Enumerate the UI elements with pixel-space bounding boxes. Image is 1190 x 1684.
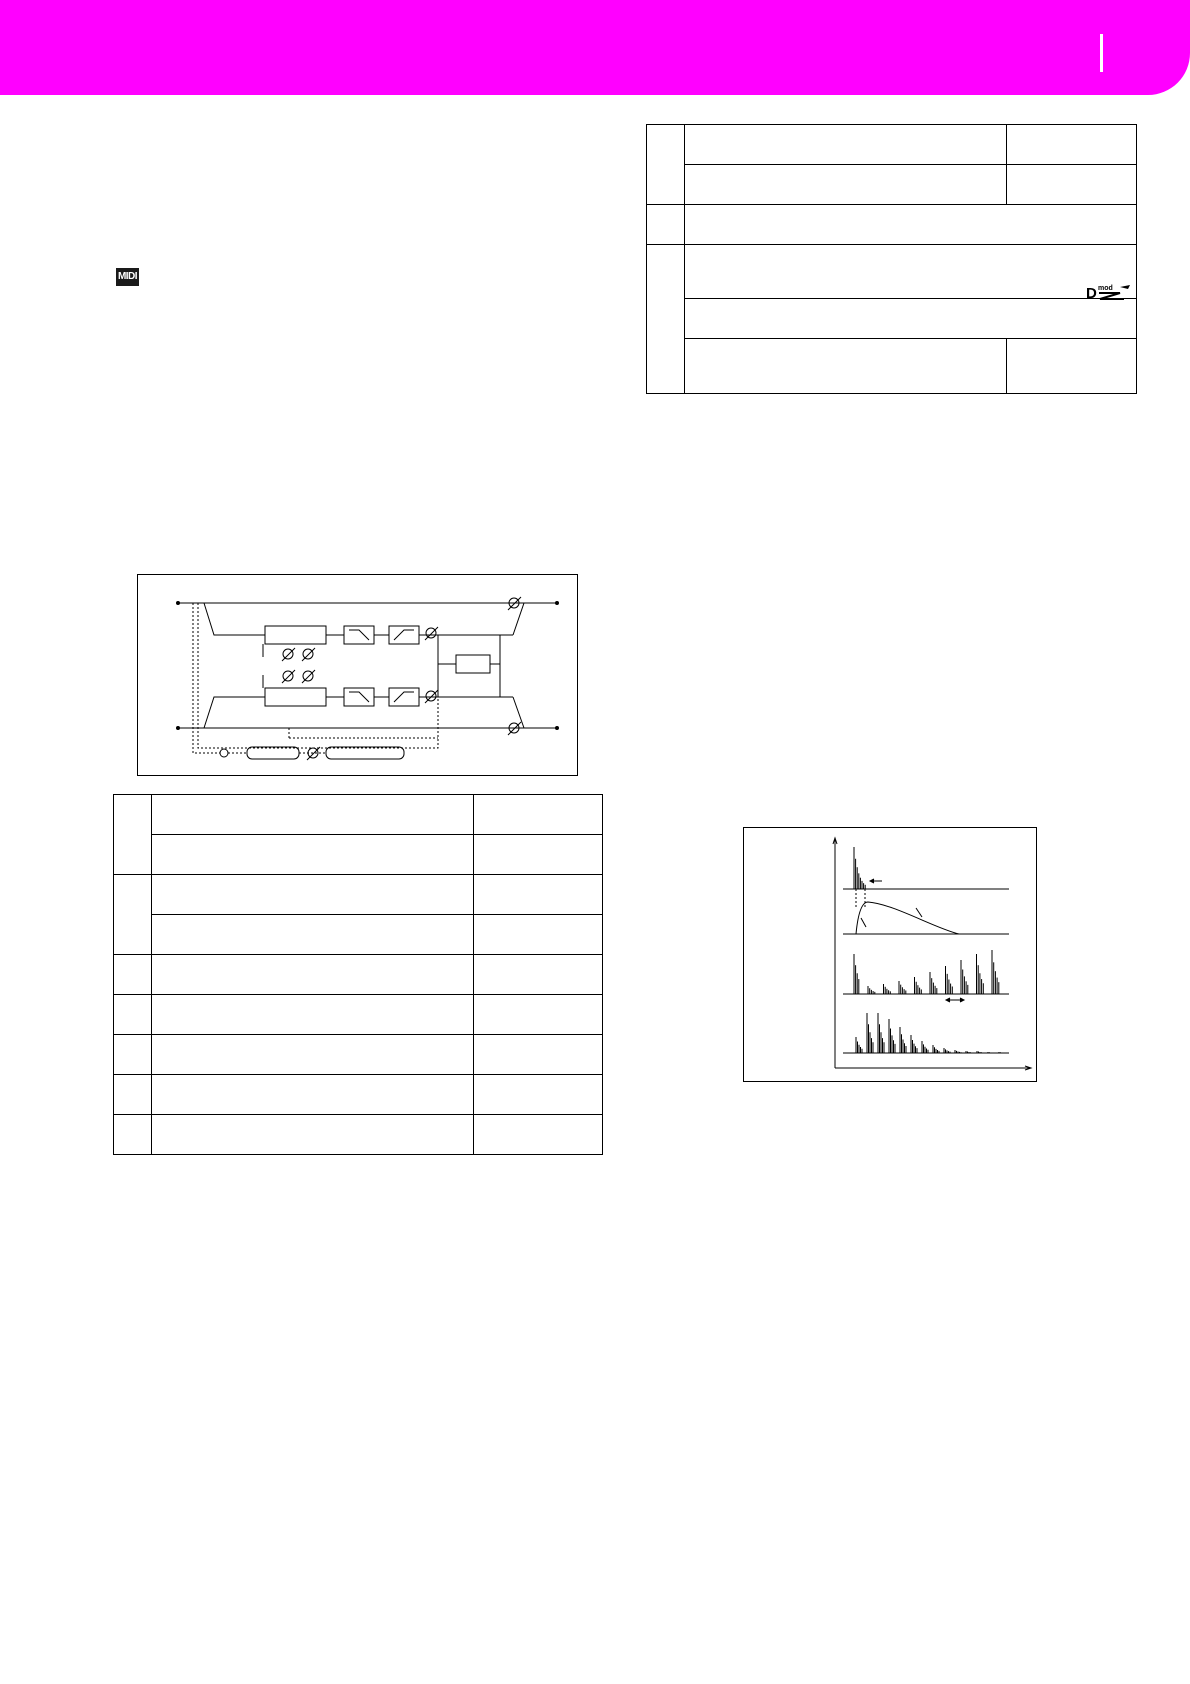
table-cell-param [685,299,1137,339]
svg-text:D: D [1086,285,1097,300]
table-cell-param [152,875,474,915]
parameter-table-right [646,124,1137,394]
page-header [0,0,1190,95]
double-arrow-head-left [946,998,950,1002]
table-cell-marker [114,1035,152,1075]
table-cell-value [474,795,603,835]
table-row [114,995,603,1035]
dmod-icon [1086,282,1132,300]
table-cell-param [685,245,1137,299]
table-row [114,1115,603,1155]
block-diagram [137,574,578,776]
table-cell-param [685,339,1007,394]
table-cell-param [152,795,474,835]
upper-wet-level-knob [282,648,315,661]
midi-icon-label: MIDI [117,271,138,282]
table-row [647,165,1137,205]
envelope-figure-svg [744,828,1038,1083]
table-cell-marker [114,1115,152,1155]
table-row [114,835,603,875]
table-cell-value [1007,125,1137,165]
table-row [114,1075,603,1115]
table-row [647,245,1137,299]
page-marker [1100,34,1103,72]
upper-filter-lowpass-block [344,626,374,644]
table-cell-param [685,165,1007,205]
table-cell-marker [647,125,685,205]
upper-effect-block [265,626,326,644]
table-cell-value [474,835,603,875]
table-cell-value [474,995,603,1035]
annotation-leader-2 [916,908,922,917]
lower-filter-highpass-block [389,688,419,706]
envelope-curve [856,902,959,934]
table-row [114,875,603,915]
table-cell-marker [114,1075,152,1115]
table-cell-marker [114,795,152,875]
table-row [114,795,603,835]
table-cell-value [474,875,603,915]
parameter-table-left [113,794,603,1155]
table-cell-value [474,915,603,955]
left-arrow-head [870,879,874,883]
table-cell-value [474,955,603,995]
lower-filter-lowpass-block [344,688,374,706]
table-row [647,125,1137,165]
table-cell-marker [647,245,685,394]
double-arrow-head-right [960,998,964,1002]
envelope-follower-block [247,747,299,759]
svg-text:mod: mod [1098,285,1113,292]
midi-icon [116,268,139,286]
table-cell-param [152,1035,474,1075]
table-cell-param [685,125,1007,165]
control-block [326,747,404,759]
mixer-block [456,655,490,673]
output-level-knobs [425,597,521,735]
envelope-figure [743,827,1037,1082]
envelope-input-node [220,749,228,757]
table-cell-param [152,1075,474,1115]
table-cell-value [1007,165,1137,205]
table-cell-marker [114,875,152,955]
table-cell-param [152,1115,474,1155]
table-cell-param [152,995,474,1035]
lower-effect-block [265,688,326,706]
table-cell-marker [114,995,152,1035]
table-row [647,339,1137,394]
growing-burst-bars [854,950,999,994]
annotation-leader-1 [861,918,866,927]
block-diagram-svg [138,575,579,777]
table-row [647,299,1137,339]
table-cell-value [474,1115,603,1155]
table-cell-marker [114,955,152,995]
table-cell-value [474,1075,603,1115]
table-cell-marker [647,205,685,245]
table-row [114,955,603,995]
table-cell-param [152,955,474,995]
lower-wet-level-knob [282,670,315,683]
table-cell-param [152,835,474,875]
table-cell-value [1007,339,1137,394]
input-transient-bars [854,847,865,889]
table-cell-param [685,205,1137,245]
decaying-burst-bars [856,1013,1005,1053]
table-row [114,915,603,955]
table-cell-value [474,1035,603,1075]
table-row [114,1035,603,1075]
upper-filter-highpass-block [389,626,419,644]
table-row [647,205,1137,245]
table-cell-param [152,915,474,955]
